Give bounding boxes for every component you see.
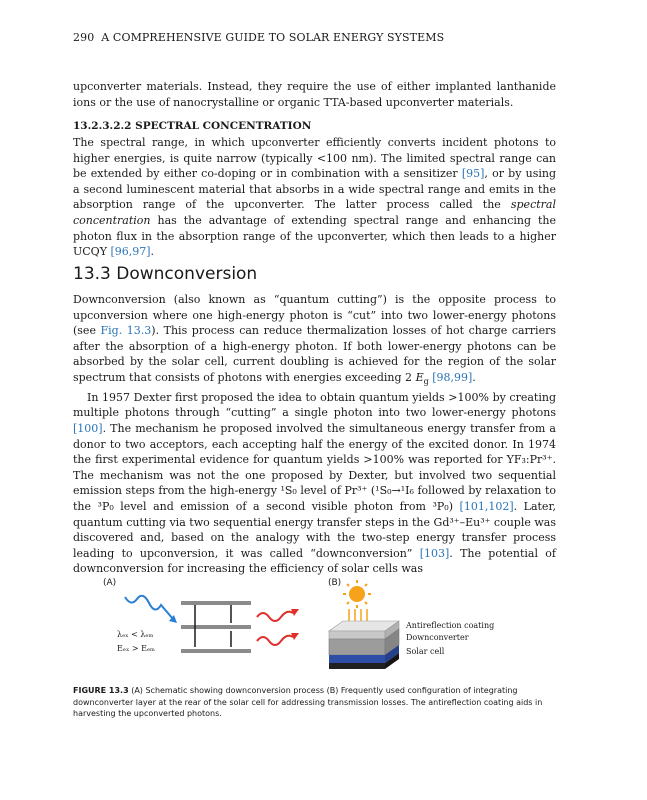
running-title: A COMPREHENSIVE GUIDE TO SOLAR ENERGY SYSTEMS <box>101 31 445 44</box>
citation-link[interactable]: [98,99] <box>432 370 473 384</box>
italic-term: spectral concentration <box>73 198 556 227</box>
sun-icon <box>343 580 371 608</box>
energy-level-mid <box>181 625 251 629</box>
figure-13-3 <box>73 575 556 685</box>
intro-paragraph: upconverter materials. Instead, they require the use of either implanted lanthanide ions or the use of nanocrystalline or organic TTA-based upconverter materials. <box>73 80 556 109</box>
citation-link[interactable]: [103] <box>419 546 450 560</box>
text-run: . The mechanism he proposed involved the simultaneous energy transfer from a donor to two acceptors, each accepting half the energy of the excited donor. In 1974 the first experimental evidence for quantum yields >100% was reported for YF₃:Pr³⁺. The mechanism was not the one proposed by Dexter, but involved two sequential emission steps from the high-energy ¹S₀ level of Pr³⁺ (¹S₀→¹I₆ followed by relaxation to the ³P₀ level and emission of a second visible photon from ³P₀) <box>73 421 556 513</box>
incident-photon-arrow <box>125 596 173 619</box>
text-run: Downconversion (also known as “quantum cutting”) is the opposite process to upconversion where one high-energy photon is “cut” into two lower-energy photons (see <box>73 293 556 338</box>
caption-label: FIGURE 13.3 <box>73 686 129 695</box>
text-run: . The potential of downconversion for increasing the efficiency of solar cells was <box>73 546 556 576</box>
emitted-photon-2 <box>257 636 293 645</box>
page-number: 290 <box>73 31 95 44</box>
section-title: 13.3 Downconversion <box>73 264 258 284</box>
figure-caption <box>73 685 556 720</box>
downconversion-paragraph-1 <box>73 292 556 577</box>
text-run: . <box>472 370 476 384</box>
layer-label-downconverter: Downconverter <box>406 633 469 642</box>
energy-subscript: g <box>423 377 429 387</box>
emitted-photon-1 <box>257 612 293 621</box>
energy-level-ground <box>181 649 251 653</box>
panel-a-label: (A) <box>103 578 117 588</box>
caption-text: (A) Schematic showing downconversion process (B) Frequently used configuration of integrating downconverter layer at the rear of the solar cell for addressing transmission losses. The antireflection coating aids in harvesting the upconverted photons. <box>73 686 543 718</box>
citation-link[interactable]: [101,102] <box>459 499 514 513</box>
downconversion-paragraph-2 <box>73 390 556 577</box>
text-run: The spectral range, in which upconverter efficiently converts incident photons to higher energies, is quite narrow (typically <100 nm). The limited spectral range can be extended by either co-doping or in combination with a sensitizer <box>73 136 556 181</box>
text-run: ). This process can reduce thermalization losses of hot charge carriers after the absorption of a high-energy photon. If both lower-energy photons can be absorbed by the solar cell, current doubling is achieved for the region of the solar spectrum that consists of photons with energies exceeding 2 <box>73 324 556 384</box>
layer-label-antireflection: Antireflection coating <box>406 621 495 630</box>
layer-label-solar-cell: Solar cell <box>406 647 445 656</box>
spectral-concentration-paragraph <box>73 135 556 260</box>
citation-link[interactable]: [95] <box>461 167 485 181</box>
energy-relation: Eₑₓ > Eₑₘ <box>117 644 155 653</box>
layered-solar-device <box>329 621 399 669</box>
text-run: . Later, quantum cutting via two sequential energy transfer steps in the Gd³⁺–Eu³⁺ couple was discovered and, based on the analogy with the two-step energy transfer process leading to upconversion, it was called “downconversion” <box>73 499 556 560</box>
wavelength-relation: λₑₓ < λₑₘ <box>117 630 154 639</box>
energy-symbol: E <box>415 370 424 384</box>
energy-level-high <box>181 601 251 605</box>
subsection-heading: 13.2.3.2.2 SPECTRAL CONCENTRATION <box>73 120 312 132</box>
running-head <box>73 31 573 44</box>
text-run: In 1957 Dexter first proposed the idea to obtain quantum yields >100% by creating multiple photons through “cutting” a single photon into two lower-energy photons <box>73 390 556 420</box>
citation-link[interactable]: [100] <box>73 421 103 435</box>
panel-b-label: (B) <box>328 578 342 588</box>
figure-link[interactable]: Fig. 13.3 <box>100 324 152 338</box>
citation-link[interactable]: [96,97] <box>110 245 151 259</box>
text-run: has the advantage of extending spectral range and enhancing the photon flux in the absorption range of the upconverter, which then leads to a higher UCQY <box>73 213 556 259</box>
figure-graphic <box>73 575 556 685</box>
text-run: , or by using a second luminescent material that absorbs in a wide spectral range and emits in the absorption range of the upconverter. The latter process called the <box>73 167 556 212</box>
text-run: . <box>150 245 155 259</box>
